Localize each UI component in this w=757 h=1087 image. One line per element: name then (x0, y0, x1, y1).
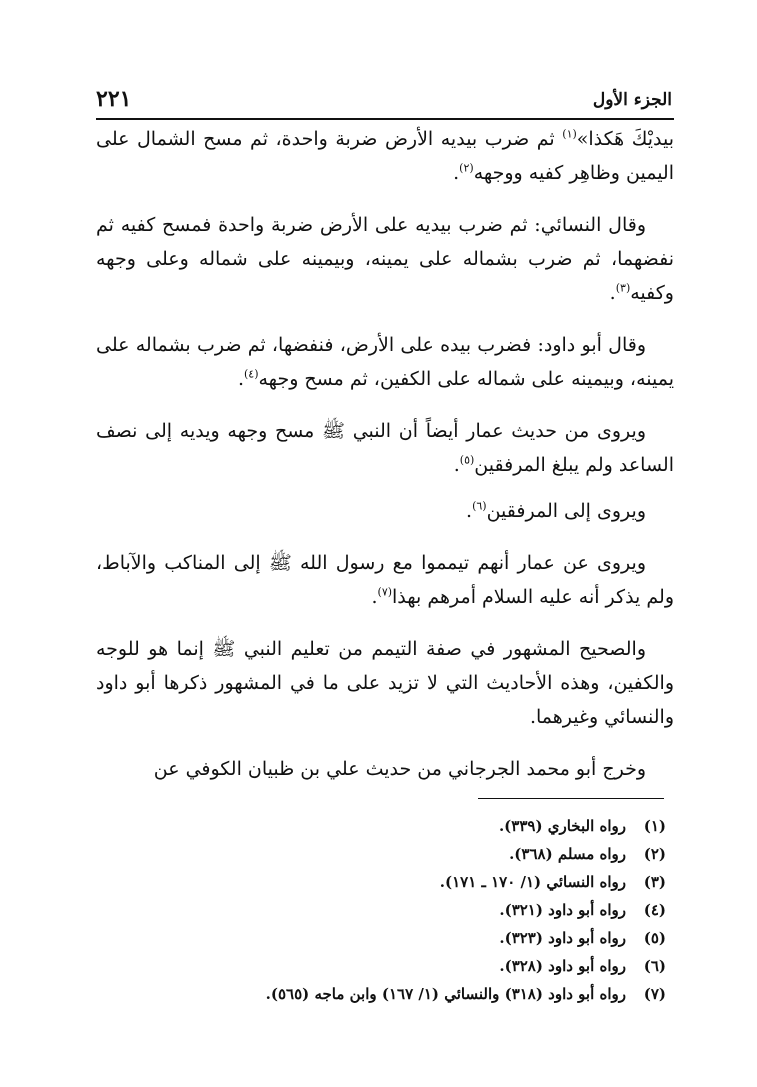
paragraph-end: . (466, 500, 473, 522)
paragraph-end: . (609, 282, 616, 304)
footnote-ref: (٣) (615, 281, 631, 295)
paragraph-text: وخرج أبو محمد الجرجاني من حديث علي بن ظبيان الكوفي عن (153, 758, 646, 780)
footnote-text: رواه مسلم (٣٦٨). (509, 845, 626, 863)
paragraph (96, 546, 674, 614)
footnote-text: رواه أبو داود (٣٢٣). (499, 929, 626, 947)
footnote-ref: (٢) (459, 161, 474, 175)
paragraph-text: ويروى من حديث عمار أيضاً أن النبي ﷺ مسح وجهه ويديه إلى نصف الساعد ولم يبلغ المرفقين (96, 420, 674, 476)
footnote-number: (٥) (643, 929, 666, 947)
footnote-item (96, 840, 666, 868)
footnote-item (96, 980, 666, 1008)
paragraph (96, 122, 674, 190)
paragraph-text: وقال النسائي: ثم ضرب بيديه على الأرض ضربة واحدة فمسح كفيه ثم نفضهما، ثم ضرب بشماله على يمينه، وبيمينه على شماله وعلى وجهه وكفيه (96, 214, 674, 304)
footnote-item (96, 924, 666, 952)
footnote-text: رواه أبو داود (٣٢١). (499, 901, 626, 919)
paragraph (96, 632, 674, 734)
footnote-number: (٣) (643, 873, 666, 891)
footnote-number: (٤) (643, 901, 666, 919)
paragraph (96, 494, 674, 528)
paragraph-text: بيديْكَ هَكذا» (576, 128, 675, 150)
footnote-text: رواه النسائي (١/ ١٧٠ ـ ١٧١). (439, 873, 626, 891)
paragraph (96, 208, 674, 310)
footnote-ref: (٧) (377, 585, 393, 599)
footnote-item (96, 868, 666, 896)
footnote-number: (٧) (643, 985, 666, 1003)
paragraph-text: ثم ضرب بيديه الأرض ضربة واحدة، ثم مسح الشمال على اليمين وظاهِر كفيه ووجهه (96, 128, 674, 184)
main-text (96, 122, 674, 804)
running-title: الجزء الأول (592, 90, 672, 110)
footnote-item (96, 952, 666, 980)
paragraph (96, 414, 674, 482)
footnote-text: رواه أبو داود (٣٢٨). (499, 957, 626, 975)
paragraph-text: وقال أبو داود: فضرب بيده على الأرض، فنفضها، ثم ضرب بشماله على يمينه، وبيمينه على شماله على الكفين، ثم مسح وجهه (96, 334, 674, 390)
paragraph-end: . (453, 454, 460, 476)
header-rule (96, 118, 674, 120)
page-number: ٢٢١ (96, 86, 132, 112)
footnote-number: (١) (643, 817, 666, 835)
paragraph (96, 328, 674, 396)
paragraph-end: . (237, 368, 244, 390)
footnote-separator (478, 798, 664, 799)
footnote-ref: (٦) (472, 499, 487, 513)
footnote-ref: (٤) (243, 367, 259, 381)
footnote-text: رواه أبو داود (٣١٨) والنسائي (١/ ١٦٧) وابن ماجه (٥٦٥). (265, 985, 626, 1003)
footnote-text: رواه البخاري (٣٣٩). (498, 817, 626, 835)
paragraph-end: . (453, 162, 460, 184)
footnote-ref: (١) (562, 127, 577, 141)
footnote-item (96, 812, 666, 840)
footnote-item (96, 896, 666, 924)
footnotes (96, 812, 666, 1008)
footnote-ref: (٥) (459, 453, 475, 467)
page-header (96, 86, 672, 114)
paragraph (96, 752, 674, 786)
footnote-number: (٦) (643, 957, 666, 975)
paragraph-text: ويروى عن عمار أنهم تيمموا مع رسول الله ﷺ إلى المناكب والآباط، ولم يذكر أنه عليه السلام أمرهم بهذا (96, 552, 674, 608)
paragraph-end: . (371, 586, 378, 608)
paragraph-text: ويروى إلى المرفقين (486, 500, 646, 522)
paragraph-text: والصحيح المشهور في صفة التيمم من تعليم النبي ﷺ إنما هو للوجه والكفين، وهذه الأحاديث التي لا تزيد على ما في المشهور ذكرها أبو داود والنسائي وغيرهما. (96, 638, 674, 728)
footnote-number: (٢) (643, 845, 666, 863)
